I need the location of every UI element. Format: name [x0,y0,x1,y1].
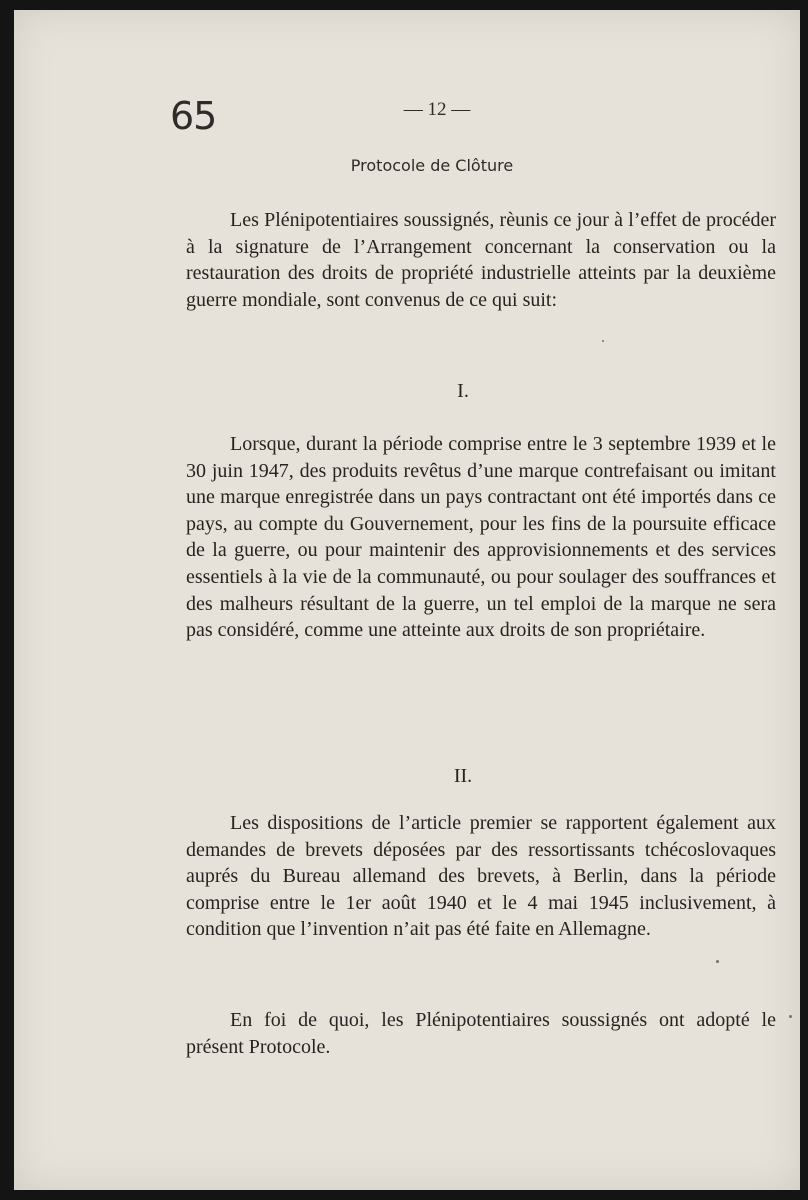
paper-speck [789,1015,792,1018]
document-page [14,10,800,1190]
section-number-1: I. [457,380,469,402]
section-2-paragraph: Les dispositions de l’article premier se rapportent également aux demandes de brevets déposées par des ressortissants tchécoslovaques auprés du Bureau allemand des brevets, à Berlin, dans la période comprise entre le 1er août 1940 et le 4 mai 1945 inclusivement, à condition que l’invention n’ait pas été faite en Allemagne. [186,812,776,941]
folio-number: 65 [170,94,217,138]
paper-speck [716,960,719,963]
paper-speck [602,340,604,342]
closing-paragraph: En foi de quoi, les Plénipotentiaires soussignés ont adopté le présent Protocole. [186,1009,776,1058]
document-title: Protocole de Clôture [350,156,514,175]
section-1-paragraph: Lorsque, durant la période comprise entre le 3 septembre 1939 et le 30 juin 1947, des produits revêtus d’une marque contrefaisant ou imitant une marque enregistrée dans un pays contractant ont été importés dans ce pays, au compte du Gouvernement, pour les fins de la poursuite efficace de la guerre, ou pour maintenir des approvisionnements et des services essentiels à la vie de la communauté, ou pour soulager des souffrances et des malheurs résultant de la guerre, un tel emploi de la marque ne sera pas considéré, comme une atteinte aux droits de son propriétaire. [186,433,776,642]
page-number: — 12 — [403,99,471,120]
section-number-2: II. [453,765,473,787]
intro-paragraph: Les Plénipotentiaires soussignés, rèunis ce jour à l’effet de procéder à la signature de l’Arrangement concernant la conservation ou la restauration des droits de propriété industrielle atteints par la deuxième guerre mondiale, sont convenus de ce qui suit: [186,209,776,311]
